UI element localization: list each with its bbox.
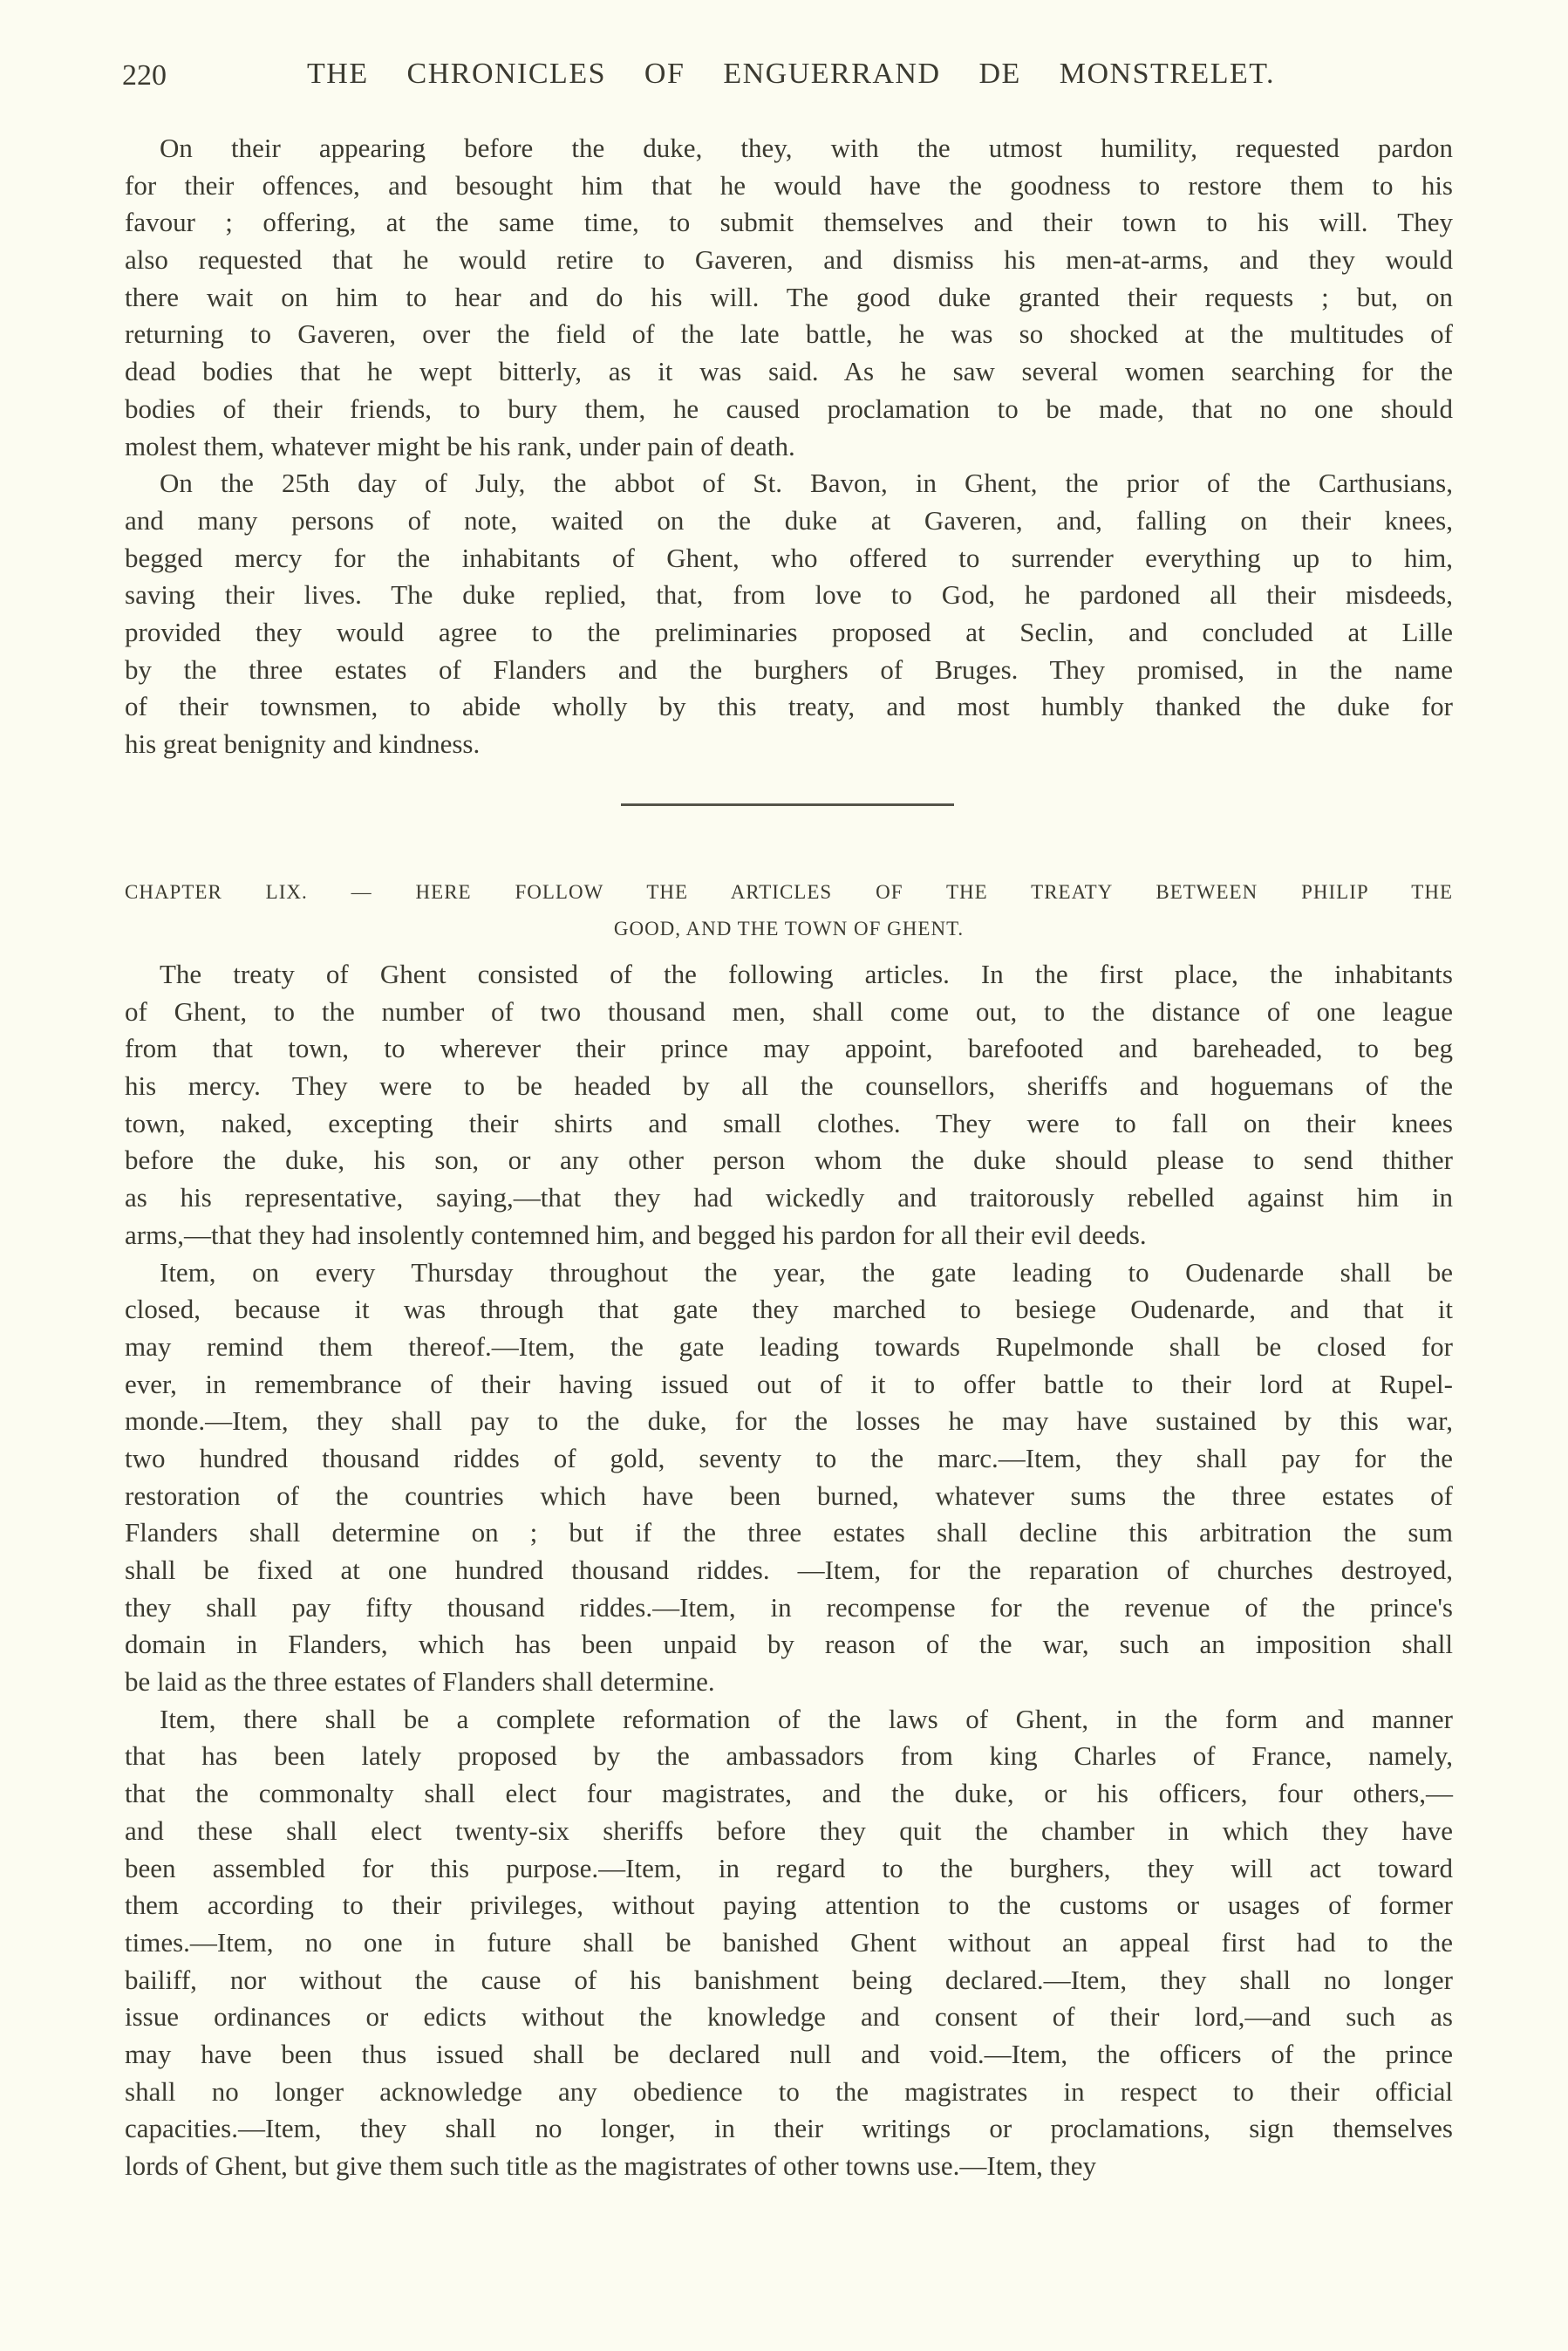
text-line: favour ; offering, at the same time, to submit themselves and their town to his will. They <box>125 207 1453 238</box>
body-text-before <box>125 130 1453 763</box>
text-line: be laid as the three estates of Flanders shall determine. <box>125 1666 715 1698</box>
text-line: closed, because it was through that gate they marched to besiege Oudenarde, and that it <box>125 1294 1453 1325</box>
text-line: dead bodies that he wept bitterly, as it was said. As he saw several women searching for the <box>125 356 1453 387</box>
text-line: and these shall elect twenty-six sheriffs before they quit the chamber in which they have <box>125 1815 1453 1846</box>
paragraph <box>125 1254 1453 1701</box>
text-line: of Ghent, to the number of two thousand men, shall come out, to the distance of one league <box>125 995 1453 1027</box>
text-line: that the commonalty shall elect four magistrates, and the duke, or his officers, four others,— <box>125 1778 1453 1809</box>
text-line: two hundred thousand riddes of gold, seventy to the marc.—Item, they shall pay for the <box>125 1442 1453 1473</box>
text-line: begged mercy for the inhabitants of Ghent, who offered to surrender everything up to him, <box>125 542 1453 573</box>
text-line: as his representative, saying,—that they had wickedly and traitorously rebelled against him in <box>125 1182 1453 1213</box>
text-line: and many persons of note, waited on the duke at Gaveren, and, falling on their knees, <box>125 504 1453 536</box>
text-line: times.—Item, no one in future shall be banished Ghent without an appeal first had to the <box>125 1926 1453 1958</box>
text-line: shall no longer acknowledge any obedience to the magistrates in respect to their official <box>125 2075 1453 2107</box>
text-line: lords of Ghent, but give them such title as the magistrates of other towns use.—Item, they <box>125 2150 1097 2181</box>
text-line: bailiff, nor without the cause of his banishment being declared.—Item, they shall no longer <box>125 1964 1453 1995</box>
body-text-after <box>125 956 1453 2185</box>
text-line: his great benignity and kindness. <box>125 728 481 759</box>
text-line: capacities.—Item, they shall no longer, in their writings or proclamations, sign themselves <box>125 2113 1453 2144</box>
text-line: ever, in remembrance of their having issued out of it to offer battle to their lord at Rupel- <box>125 1368 1453 1399</box>
text-line: by the three estates of Flanders and the burghers of Bruges. They promised, in the name <box>125 653 1453 685</box>
text-line: his mercy. They were to be headed by all the counsellors, sheriffs and hoguemans of the <box>125 1070 1453 1102</box>
paragraph <box>125 1701 1453 2185</box>
text-line: may remind them thereof.—Item, the gate leading towards Rupelmonde shall be closed for <box>125 1330 1453 1362</box>
text-line: of their townsmen, to abide wholly by this treaty, and most humbly thanked the duke for <box>125 691 1453 722</box>
text-line: On the 25th day of July, the abbot of St. Bavon, in Ghent, the prior of the Carthusians, <box>160 468 1453 499</box>
text-line: shall be fixed at one hundred thousand riddes. —Item, for the reparation of churches destroyed, <box>125 1555 1453 1585</box>
text-line: been assembled for this purpose.—Item, in regard to the burghers, they will act toward <box>125 1852 1453 1883</box>
page-number: 220 <box>122 59 167 92</box>
text-line: town, naked, excepting their shirts and small clothes. They were to fall on their knees <box>125 1107 1453 1138</box>
text-line: there wait on him to hear and do his will. The good duke granted their requests ; but, on <box>125 281 1453 312</box>
text-line: for their offences, and besought him that he would have the goodness to restore them to his <box>125 169 1453 201</box>
text-line: Item, on every Thursday throughout the year, the gate leading to Oudenarde shall be <box>160 1256 1453 1288</box>
text-line: them according to their privileges, without paying attention to the customs or usages of former <box>125 1890 1453 1921</box>
text-line: issue ordinances or edicts without the knowledge and consent of their lord,—and such as <box>125 2001 1453 2033</box>
text-line: saving their lives. The duke replied, that, from love to God, he pardoned all their misdeeds, <box>125 579 1453 611</box>
text-line: bodies of their friends, to bury them, he caused proclamation to be made, that no one should <box>125 393 1453 424</box>
text-line: Flanders shall determine on ; but if the three estates shall decline this arbitration the sum <box>125 1517 1453 1548</box>
text-line: Item, there shall be a complete reformation of the laws of Ghent, in the form and manner <box>160 1703 1453 1734</box>
chapter-heading-line: CHAPTER LIX. — HERE FOLLOW THE ARTICLES OF THE TREATY BETWEEN PHILIP THE <box>125 881 1453 903</box>
text-line: provided they would agree to the preliminaries proposed at Seclin, and concluded at Lille <box>125 616 1453 647</box>
text-line: also requested that he would retire to Gaveren, and dismiss his men-at-arms, and they would <box>125 244 1453 276</box>
running-title: THE CHRONICLES OF ENGUERRAND DE MONSTRELET. <box>307 58 1275 90</box>
chapter-heading-line: GOOD, AND THE TOWN OF GHENT. <box>613 918 965 940</box>
text-line: returning to Gaveren, over the field of the late battle, he was so shocked at the multitudes of <box>125 318 1453 350</box>
paragraph <box>125 130 1453 465</box>
text-line: domain in Flanders, which has been unpaid by reason of the war, such an imposition shall <box>125 1629 1453 1660</box>
text-line: arms,—that they had insolently contemned him, and begged his pardon for all their evil deeds. <box>125 1219 1147 1250</box>
paragraph <box>125 465 1453 763</box>
text-line: monde.—Item, they shall pay to the duke, for the losses he may have sustained by this war, <box>125 1405 1453 1437</box>
paragraph <box>125 956 1453 1254</box>
text-line: before the duke, his son, or any other person whom the duke should please to send thither <box>125 1145 1453 1176</box>
text-line: restoration of the countries which have been burned, whatever sums the three estates of <box>125 1480 1453 1511</box>
section-divider <box>621 803 954 806</box>
text-line: The treaty of Ghent consisted of the following articles. In the first place, the inhabitants <box>160 959 1453 989</box>
text-line: they shall pay fifty thousand riddes.—Item, in recompense for the revenue of the prince's <box>125 1591 1453 1623</box>
text-line: from that town, to wherever their prince may appoint, barefooted and bareheaded, to beg <box>125 1033 1453 1064</box>
text-line: may have been thus issued shall be declared null and void.—Item, the officers of the prince <box>125 2038 1453 2069</box>
text-line: that has been lately proposed by the ambassadors from king Charles of France, namely, <box>125 1740 1453 1772</box>
chapter-heading <box>125 874 1453 947</box>
text-line: On their appearing before the duke, they, with the utmost humility, requested pardon <box>160 133 1453 163</box>
text-line: molest them, whatever might be his rank, under pain of death. <box>125 430 795 461</box>
